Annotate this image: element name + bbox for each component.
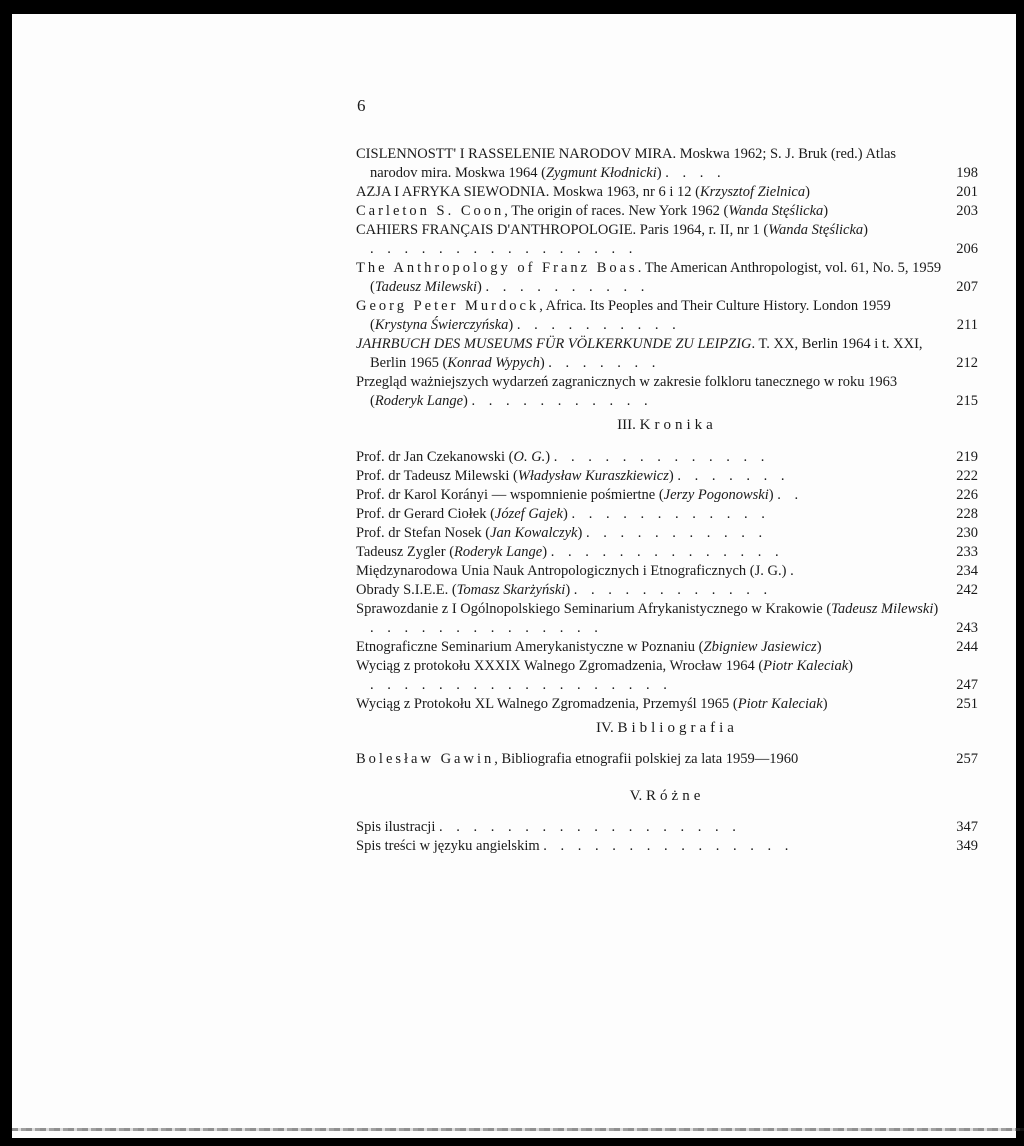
toc-entry-text	[356, 657, 944, 695]
toc-entry-text	[356, 221, 944, 259]
section-iii-list	[356, 448, 978, 714]
author-or-title-italic: Krystyna Świerczyńska	[374, 317, 509, 333]
leader-dots: . . . . . . .	[677, 468, 790, 484]
author-or-title-italic: Piotr Kaleciak	[737, 696, 823, 712]
author-or-title-italic: O. G.	[513, 449, 546, 465]
toc-page-number: 347	[956, 819, 978, 835]
entry-text: CAHIERS FRANÇAIS D'ANTHROPOLOGIE. Paris 1964, r. II, nr 1 (	[356, 222, 769, 238]
toc-page-number: 222	[956, 468, 978, 484]
leader-dots: . . . . . . .	[548, 355, 661, 371]
entry-text: )	[863, 222, 869, 238]
toc-entry-text	[356, 750, 944, 769]
toc-entry-text	[356, 524, 944, 543]
section-ii-list	[356, 145, 978, 411]
entry-text: )	[823, 203, 829, 219]
toc-page-number: 247	[956, 677, 978, 693]
author-or-title-italic: Roderyk Lange	[454, 544, 543, 560]
leader-dots: .	[790, 563, 799, 579]
entry-text: Przegląd ważniejszych wydarzeń zagranicznych w zakresie folkloru tanecznego w roku 1963 (	[356, 374, 898, 409]
author-or-title-italic: Tadeusz Milewski	[374, 279, 478, 295]
entry-text: Wyciąg z Protokołu XL Walnego Zgromadzenia, Przemyśl 1965 (	[356, 696, 738, 712]
toc-page-number: 203	[956, 203, 978, 219]
leader-dots: . . . . . . . . . . . . .	[553, 449, 770, 465]
author-or-title-italic: Konrad Wypych	[447, 355, 540, 371]
author-or-title-italic: Jerzy Pogonowski	[663, 487, 769, 503]
author-or-title-italic: Zygmunt Kłodnicki	[545, 165, 657, 181]
entry-text: )	[577, 525, 583, 541]
toc-page-number: 228	[956, 506, 978, 522]
entry-text: )	[656, 165, 662, 181]
toc-entry	[356, 221, 978, 259]
section-iii-numeral: III.	[617, 417, 636, 433]
entry-text: . The American Anthropologist, vol. 61, No. 5, 1959 (	[370, 260, 942, 295]
toc-entry	[356, 695, 978, 714]
entry-text: )	[562, 506, 568, 522]
toc-entry-text	[356, 467, 944, 486]
leader-dots: . . . . . . . . . . . . . .	[550, 544, 784, 560]
toc-entry-text	[356, 695, 944, 714]
author-name-spaced: The Anthropology of Franz Boas	[356, 260, 638, 276]
toc-page-number: 233	[956, 544, 978, 560]
toc-entry-text	[356, 543, 944, 562]
author-or-title-italic: Krzysztof Zielnica	[699, 184, 806, 200]
toc-page-number: 211	[956, 317, 978, 333]
section-iv-list	[356, 750, 978, 769]
toc-page-number: 243	[956, 620, 978, 636]
entry-text: )	[542, 544, 548, 560]
toc-entry-text	[356, 486, 944, 505]
entry-text: )	[545, 449, 551, 465]
toc-entry	[356, 750, 978, 769]
entry-text: Spis treści w języku angielskim	[356, 838, 540, 854]
toc-entry-text	[356, 600, 944, 638]
toc-page-number: 234	[956, 563, 978, 579]
scan-edge-artifact	[12, 1128, 1024, 1131]
entry-text: Międzynarodowa Unia Nauk Antropologicznych i Etnograficznych (J. G.)	[356, 563, 787, 579]
toc-entry-text	[356, 297, 944, 335]
entry-text: Prof. dr Stefan Nosek (	[356, 525, 491, 541]
toc-entry	[356, 638, 978, 657]
entry-text: Prof. dr Tadeusz Milewski (	[356, 468, 518, 484]
entry-text: )	[805, 184, 810, 200]
author-or-title-italic: Wanda Stęślicka	[768, 222, 864, 238]
toc-entry-text	[356, 562, 944, 581]
section-v-numeral: V.	[629, 788, 643, 804]
author-or-title-italic: Władysław Kuraszkiewicz	[517, 468, 669, 484]
leader-dots: . . . . . . . . . . . . . . .	[543, 838, 794, 854]
toc-page-number: 257	[956, 751, 978, 767]
entry-text: Sprawozdanie z I Ogólnopolskiego Seminarium Afrykanistycznego w Krakowie (	[356, 601, 832, 617]
section-iii-title: Kronika	[639, 417, 717, 433]
leader-dots: . . . . . . . . . .	[485, 279, 650, 295]
leader-dots: . .	[777, 487, 804, 503]
section-iv-title: Bibliografia	[617, 720, 738, 736]
entry-text: )	[668, 468, 674, 484]
toc-entry-text	[356, 505, 944, 524]
entry-text: CISLENNOSTT' I RASSELENIE NARODOV MIRA. Moskwa 1962; S. J. Bruk (red.) Atlas narodov mira. Moskwa 1964 (	[356, 146, 897, 181]
author-or-title-italic: Wanda Stęślicka	[728, 203, 824, 219]
toc-entry-text	[356, 581, 944, 600]
toc-entry	[356, 335, 978, 373]
leader-dots: . . . . . . . . . . .	[585, 525, 768, 541]
toc-entry-text	[356, 818, 944, 837]
toc-page-number: 215	[956, 393, 978, 409]
toc-entry	[356, 448, 978, 467]
section-v-list	[356, 818, 978, 856]
entry-text: )	[539, 355, 545, 371]
toc-page-number: 242	[956, 582, 978, 598]
leader-dots: . . . . . . . . . . . .	[573, 582, 773, 598]
leader-dots: . . . . . . . . . . . . . .	[370, 620, 603, 636]
entry-text: AZJA I AFRYKA SIEWODNIA. Moskwa 1963, nr 6 i 12 (	[356, 184, 700, 200]
entry-text: )	[933, 601, 939, 617]
toc-entry	[356, 145, 978, 183]
author-or-title-italic: Jan Kowalczyk	[490, 525, 578, 541]
toc-entry-text	[356, 837, 944, 856]
author-or-title-italic: Roderyk Lange	[374, 393, 464, 409]
toc-entry	[356, 373, 978, 411]
toc-entry	[356, 524, 978, 543]
entry-text: )	[508, 317, 514, 333]
section-v-title: Różne	[646, 788, 705, 804]
entry-text: Tadeusz Zygler (	[356, 544, 455, 560]
entry-text: Prof. dr Jan Czekanowski (	[356, 449, 514, 465]
toc-entry	[356, 600, 978, 638]
toc-entry-text	[356, 202, 944, 221]
toc-entry	[356, 581, 978, 600]
leader-dots: . . . . . . . . . . . . . . . . . .	[370, 677, 672, 693]
toc-page-number: 244	[956, 639, 978, 655]
author-or-title-italic: Zbigniew Jasiewicz	[703, 639, 817, 655]
leader-dots: . . . .	[665, 165, 726, 181]
leader-dots: . . . . . . . . . .	[516, 317, 681, 333]
toc-entry	[356, 297, 978, 335]
entry-text: Prof. dr Karol Korányi — wspomnienie pośmiertne (	[356, 487, 664, 503]
leader-dots: . . . . . . . . . . . .	[571, 506, 770, 522]
toc-entry	[356, 505, 978, 524]
page-number: 6	[357, 96, 366, 115]
entry-text: )	[477, 279, 482, 295]
toc-entry-text	[356, 145, 944, 183]
toc-entry	[356, 543, 978, 562]
toc-page-number: 251	[956, 696, 978, 712]
author-or-title-italic: Tadeusz Milewski	[831, 601, 934, 617]
entry-text: Obrady S.I.E.E. (	[356, 582, 457, 598]
author-or-title-italic: Piotr Kaleciak	[763, 658, 849, 674]
entry-text: )	[768, 487, 774, 503]
document-page	[12, 14, 1016, 1138]
toc-page-number: 207	[956, 279, 978, 295]
toc-entry-text	[356, 335, 944, 373]
entry-text: )	[822, 696, 828, 712]
author-name-spaced: Georg Peter Murdock	[356, 298, 540, 314]
toc-entry	[356, 657, 978, 695]
entry-text: )	[848, 658, 853, 674]
entry-text: , Bibliografia etnografii polskiej za lata 1959—1960	[494, 751, 799, 767]
author-or-title-italic: Józef Gajek	[494, 506, 563, 522]
entry-text: . T. XX, Berlin 1964 i t. XXI, Berlin 1965 (	[370, 336, 923, 371]
section-iv-heading	[356, 720, 978, 737]
entry-text: )	[565, 582, 571, 598]
toc-page-number: 349	[956, 838, 978, 854]
toc-entry	[356, 202, 978, 221]
toc-entry	[356, 837, 978, 856]
author-or-title-italic: JAHRBUCH DES MUSEUMS FÜR VÖLKERKUNDE ZU LEIPZIG	[356, 336, 752, 352]
entry-text: Prof. dr Gerard Ciołek (	[356, 506, 495, 522]
section-v-heading	[356, 788, 978, 805]
section-iv-numeral: IV.	[596, 720, 614, 736]
toc-page-number: 206	[956, 241, 978, 257]
entry-text: Spis ilustracji	[356, 819, 436, 835]
toc-page-number: 230	[956, 525, 978, 541]
entry-text: Wyciąg z protokołu XXXIX Walnego Zgromadzenia, Wrocław 1964 (	[356, 658, 764, 674]
entry-text: , The origin of races. New York 1962 (	[504, 203, 729, 219]
toc-page-number: 201	[956, 184, 978, 200]
toc-entry	[356, 259, 978, 297]
author-name-spaced: Carleton S. Coon	[356, 203, 505, 219]
author-name-spaced: Bolesław Gawin	[356, 751, 495, 767]
toc-entry	[356, 183, 978, 202]
entry-text: Etnograficzne Seminarium Amerykanistyczne w Poznaniu (	[356, 639, 704, 655]
toc-entry-text	[356, 373, 944, 411]
toc-entry	[356, 467, 978, 486]
toc-page-number: 198	[956, 165, 978, 181]
toc-entry	[356, 562, 978, 581]
toc-page-number: 212	[956, 355, 978, 371]
toc-page-number: 226	[956, 487, 978, 503]
entry-text: )	[463, 393, 468, 409]
leader-dots: . . . . . . . . . . . . . . . .	[370, 241, 638, 257]
leader-dots: . . . . . . . . . . . . . . . . . .	[438, 819, 741, 835]
toc-entry	[356, 818, 978, 837]
author-or-title-italic: Tomasz Skarżyński	[456, 582, 566, 598]
toc-entry	[356, 486, 978, 505]
toc-entry-text	[356, 259, 944, 297]
toc-entry-text	[356, 183, 944, 202]
entry-text: )	[816, 639, 822, 655]
toc-entry-text	[356, 638, 944, 657]
section-iii-heading	[356, 417, 978, 434]
leader-dots: . . . . . . . . . . .	[471, 393, 653, 409]
toc-page-number: 219	[956, 449, 978, 465]
entry-text: , Africa. Its Peoples and Their Culture History. London 1959 (	[370, 298, 891, 333]
toc-entry-text	[356, 448, 944, 467]
